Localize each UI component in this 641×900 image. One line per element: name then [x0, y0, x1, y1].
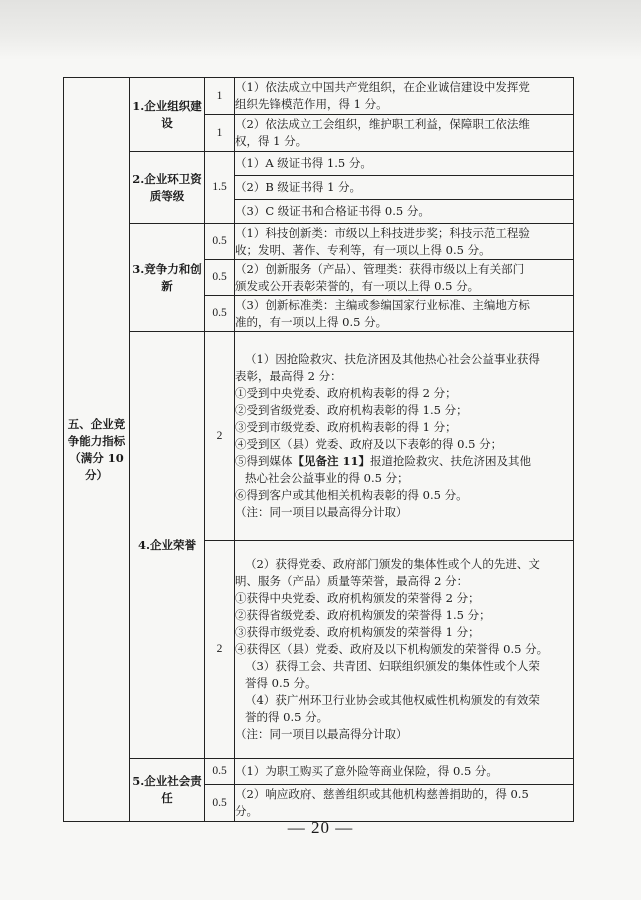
score-cell: 1: [205, 115, 235, 152]
criteria-cell: （3）创新标准类：主编或参编国家行业标准、主编地方标 准的，有一项以上得 0.5 分。: [235, 296, 574, 332]
score-cell: 1: [205, 78, 235, 115]
score-cell: 2: [205, 332, 235, 541]
section-label: 1.企业组织建设: [130, 78, 205, 152]
scan-shadow: [0, 0, 641, 60]
page-number: — 20 —: [287, 818, 354, 837]
table-row: [64, 152, 574, 176]
score-cell: 0.5: [205, 759, 235, 785]
score-cell: 0.5: [205, 260, 235, 296]
score-cell: 0.5: [205, 785, 235, 822]
criteria-cell: （2）创新服务（产品）、管理类：获得市级以上有关部门 颁发或公开表彰荣誉的，有一项以上得 0.5 分。: [235, 260, 574, 296]
criteria-cell: （2）响应政府、慈善组织或其他机构慈善捐助的，得 0.5 分。: [235, 785, 574, 822]
score-cell: 2: [205, 541, 235, 759]
section-label: 4.企业荣誉: [130, 332, 205, 759]
media-line: ⑤得到媒体【见备注 11】报道抢险救灾、扶危济困及其他: [235, 454, 532, 468]
criteria-cell: （1）依法成立中国共产党组织，在企业诚信建设中发挥党 组织先锋模范作用，得 1 分。: [235, 78, 574, 115]
criteria-cell: （1）为职工购买了意外险等商业保险，得 0.5 分。: [235, 759, 574, 785]
note-reference: 【见备注 11】: [292, 454, 371, 468]
criteria-cell: （3）C 级证书和合格证书得 0.5 分。: [235, 200, 574, 224]
table-row: [64, 759, 574, 785]
section-label: 5.企业社会责任: [130, 759, 205, 822]
table-row: [64, 332, 574, 541]
criteria-cell: （2）依法成立工会组织，维护职工利益，保障职工依法维 权，得 1 分。: [235, 115, 574, 152]
criteria-cell: （1）因抢险救灾、扶危济困及其他热心社会公益事业获得 表彰，最高得 2 分： ①受到中央党委、政府机构表彰的得 2 分； ②受到省级党委、政府机构表彰的得 1.5 分； ③受到市级党委、政府机构表彰的得 1 分； ④受到区（县）党委、政府及以下表彰的得 0.5 分； ⑤得到媒体【见备注 11】报道抢险救灾、扶危济困及其他 热心社会公益事业的得 0.5 分； ⑥得到客户或其他相关机构表彰的得 0.5 分。 （注：同一项目以最高得分计取）: [235, 332, 574, 541]
criteria-cell: （2）B 级证书得 1 分。: [235, 176, 574, 200]
score-cell: 1.5: [205, 152, 235, 224]
criteria-cell: （1）A 级证书得 1.5 分。: [235, 152, 574, 176]
score-cell: 0.5: [205, 296, 235, 332]
category-label: 五、企业竞争能力指标（满分 10 分）: [67, 416, 126, 482]
section-label: 2.企业环卫资质等级: [130, 152, 205, 224]
table-row: [64, 78, 574, 115]
table-row: [64, 224, 574, 260]
score-cell: 0.5: [205, 224, 235, 260]
scoring-table: [63, 77, 574, 822]
category-cell: [64, 78, 130, 822]
section-label: 3.竞争力和创新: [130, 224, 205, 332]
criteria-cell: （2）获得党委、政府部门颁发的集体性或个人的先进、文 明、服务（产品）质量等荣誉，最高得 2 分： ①获得中央党委、政府机构颁发的荣誉得 2 分； ②获得省级党委、政府机构颁发的荣誉得 1.5 分； ③获得市级党委、政府机构颁发的荣誉得 1 分； ④获得区（县）党委、政府及以下机构颁发的荣誉得 0.5 分。 （3）获得工会、共青团、妇联组织颁发的集体性或个人荣 誉得 0.5 分。 （4）获广州环卫行业协会或其他权威性机构颁发的有效荣 誉的得 0.5 分。 （注：同一项目以最高得分计取）: [235, 541, 574, 759]
criteria-cell: （1）科技创新类：市级以上科技进步奖；科技示范工程验 收；发明、著作、专利等，有一项以上得 0.5 分。: [235, 224, 574, 260]
